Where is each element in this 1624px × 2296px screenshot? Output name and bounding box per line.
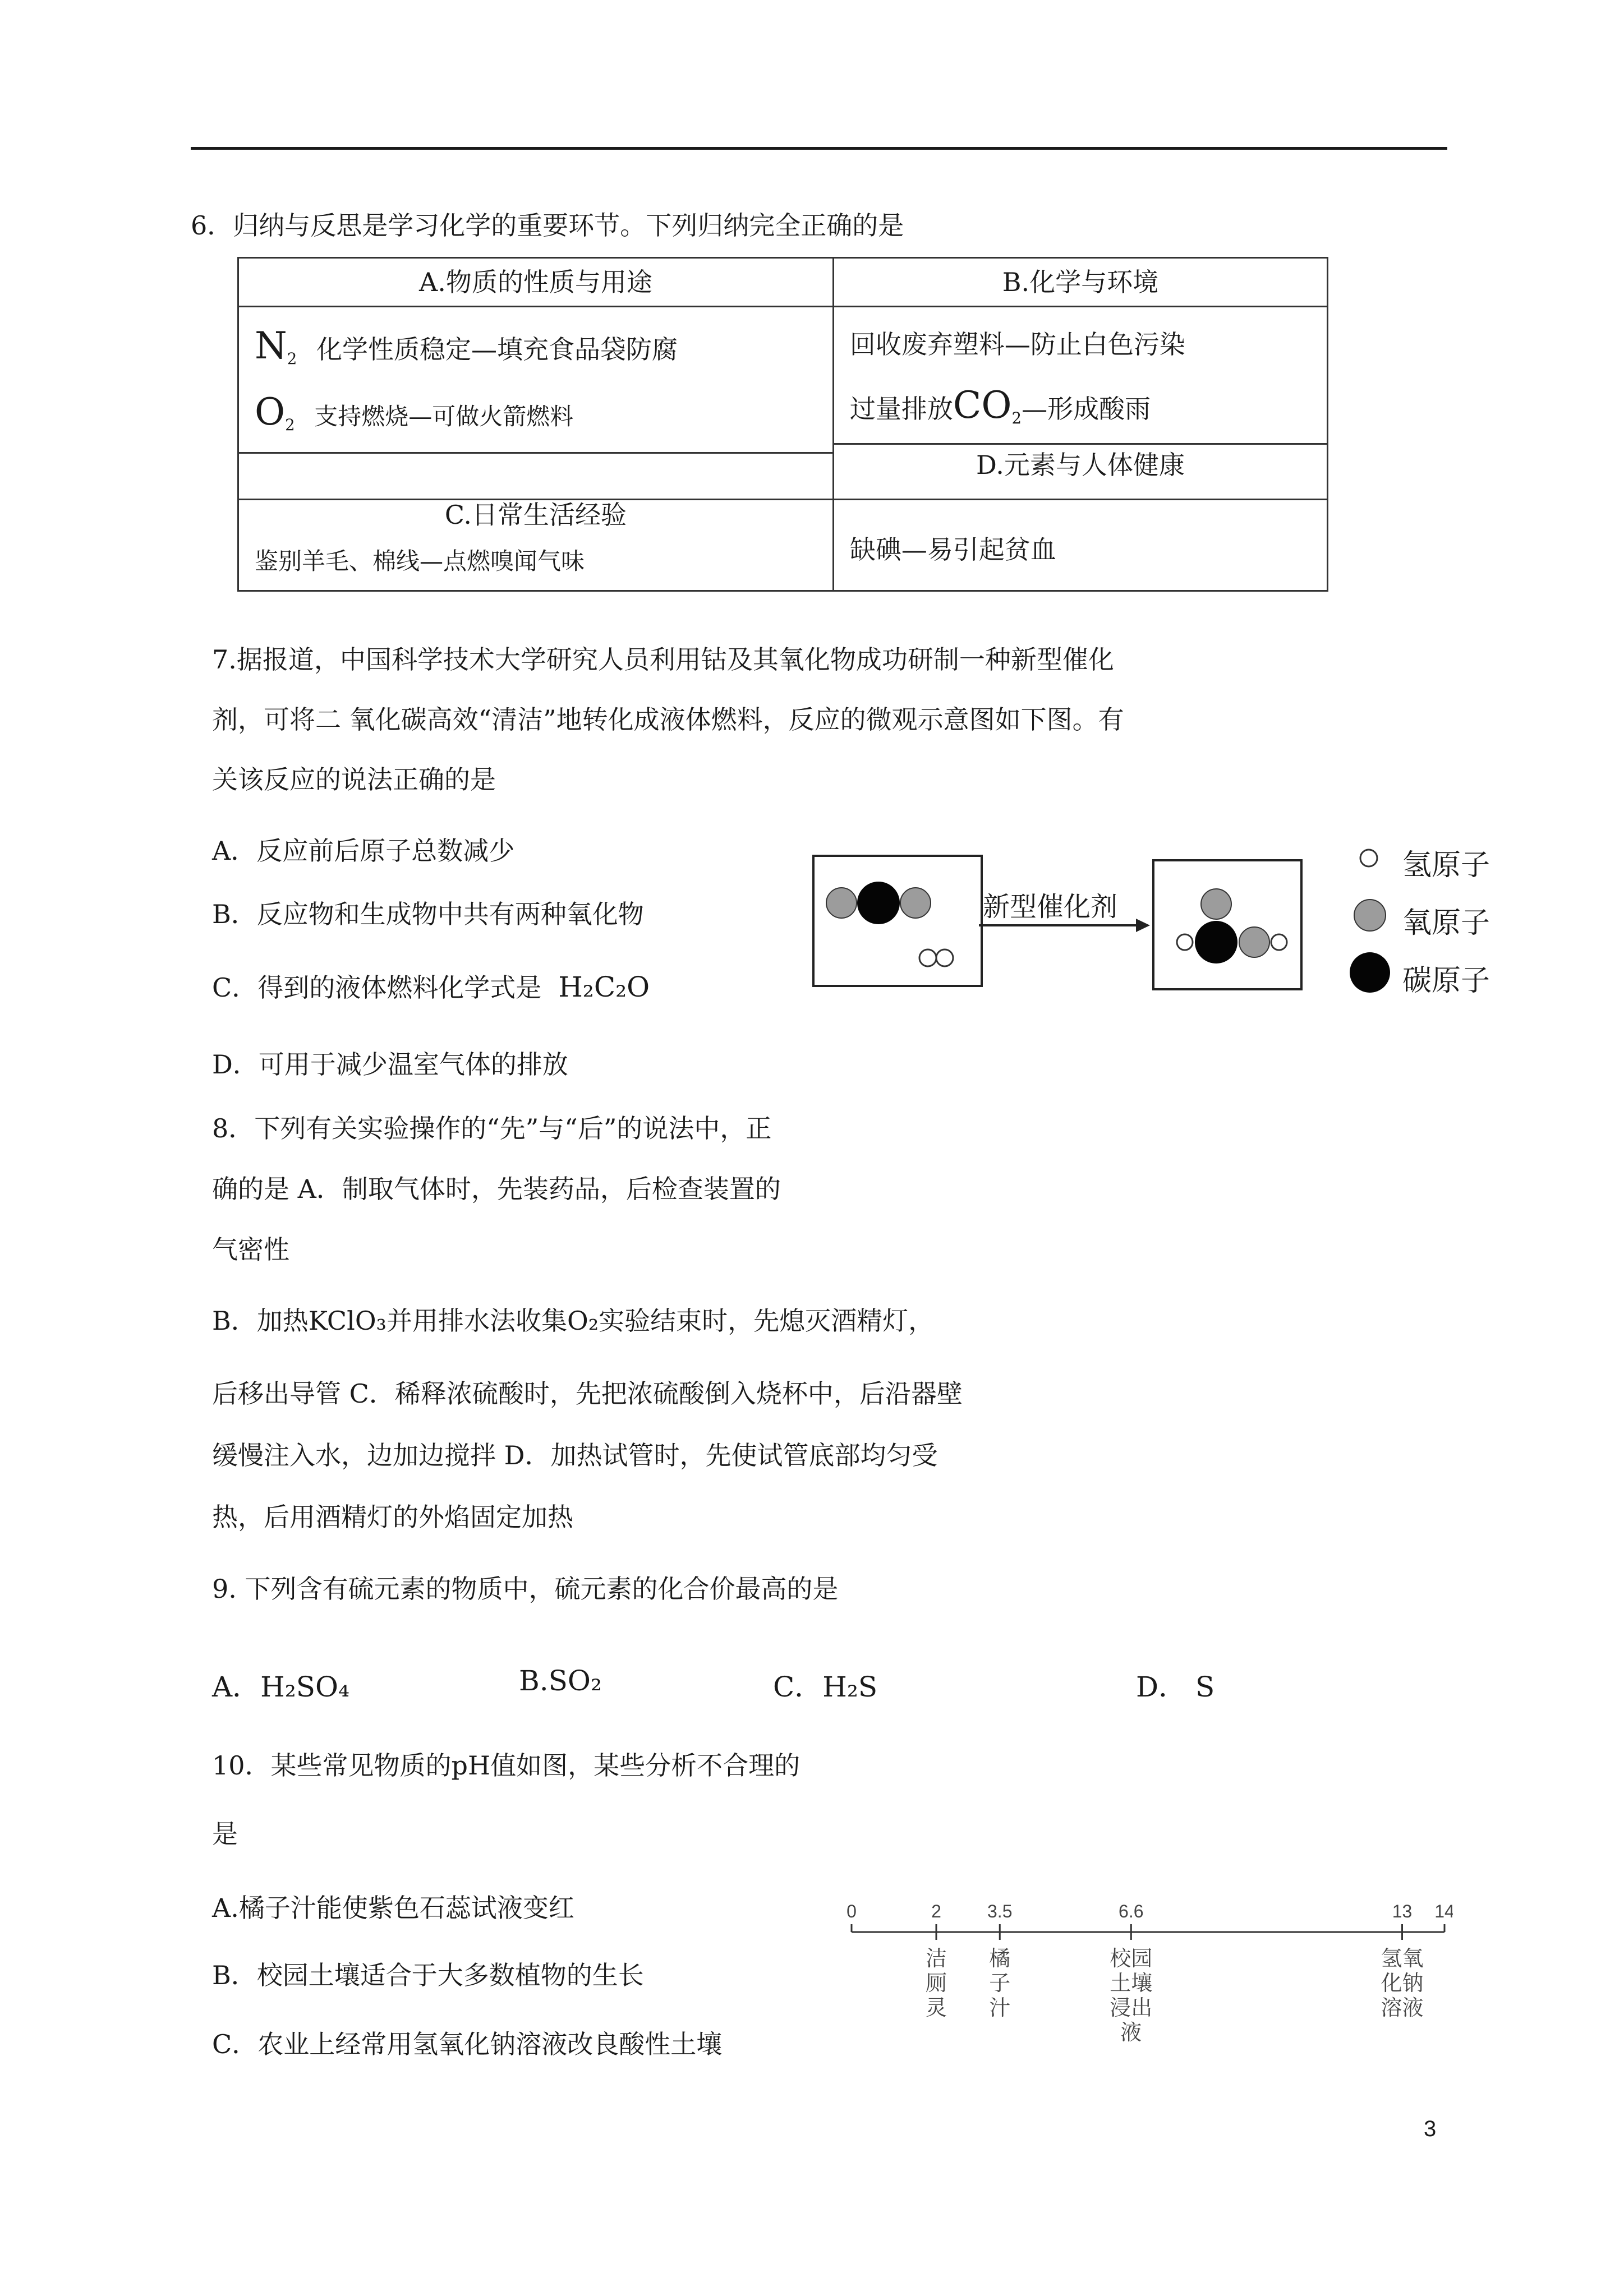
q7-option-c: C．得到的液体燃料化学式是 H₂C₂O: [212, 971, 650, 1003]
ph-substance-label: 土壤: [1110, 1971, 1153, 1995]
q8-line-3: 气密性: [212, 1234, 289, 1265]
reaction-arrow-icon: [979, 914, 1153, 937]
q8-line-5: 后移出导管 C．稀释浓硫酸时，先把浓硫酸倒入烧杯中，后沿器壁: [212, 1378, 963, 1409]
reactant-box: [812, 855, 983, 987]
ph-tick-label: 6.6: [1119, 1901, 1144, 1921]
hydrogen-atom: [1271, 934, 1287, 950]
q9-option-c: C．H₂S: [773, 1671, 878, 1703]
q10-option-a: A.橘子汁能使紫色石蕊试液变红: [212, 1893, 574, 1923]
q7-option-d: D．可用于减少温室气体的排放: [212, 1049, 568, 1080]
q6-stem: 6．归纳与反思是学习化学的重要环节。下列归纳完全正确的是: [191, 210, 904, 241]
ph-tick-label: 0: [846, 1901, 857, 1921]
q8-line-7: 热，后用酒精灯的外焰固定加热: [212, 1502, 573, 1532]
hydrogen-atom: [936, 949, 953, 966]
ph-substance-label: 化钠: [1381, 1971, 1424, 1995]
legend-icons: [1346, 836, 1397, 1004]
q8-line-4: B．加热KClO₃并用排水法收集O₂实验结束时，先熄灭酒精灯，: [212, 1306, 935, 1336]
ph-substance-label: 橘: [989, 1946, 1011, 1971]
q10-stem-2: 是: [212, 1819, 238, 1849]
product-box: [1152, 859, 1303, 990]
q6-cell-d-body: 缺碘—易引起贫血: [833, 500, 1327, 591]
q9-stem: 9. 下列含有硫元素的物质中，硫元素的化合价最高的是: [212, 1574, 839, 1604]
q7-option-a: A．反应前后原子总数减少: [212, 836, 515, 866]
ph-substance-label: 汁: [989, 1995, 1011, 2020]
q9-option-d: D． S: [1136, 1671, 1215, 1703]
ph-tick-label: 2: [931, 1901, 941, 1921]
ph-tick-label: 3.5: [987, 1901, 1013, 1921]
oxygen-atom: [1201, 889, 1231, 919]
ph-substance-label: 灵: [925, 1995, 947, 2020]
ph-substance-label: 子: [989, 1971, 1011, 1995]
q10-stem: 10．某些常见物质的pH值如图，某些分析不合理的: [212, 1750, 801, 1781]
q6-table: [237, 257, 1328, 592]
oxygen-atom: [1239, 927, 1269, 957]
carbon-atom: [1195, 921, 1237, 963]
ph-tick-label: 13: [1392, 1901, 1413, 1921]
q8-line-2: 确的是 A．制取气体时，先装药品，后检查装置的: [212, 1174, 781, 1204]
oxygen-atom: [900, 888, 931, 918]
q6-cell-b-body: 回收废弃塑料—防止白色污染 过量排放$CO_2—$形成酸雨 D.元素与人体健康: [833, 307, 1327, 500]
hydrogen-legend-icon: [1360, 850, 1377, 866]
oxygen-legend-icon: [1354, 900, 1386, 931]
ph-substance-label: 浸出: [1110, 1995, 1153, 2020]
hydrogen-atom: [919, 949, 936, 966]
q7-option-b: B．反应物和生成物中共有两种氧化物: [212, 899, 644, 929]
q6-cell-b-head: B.化学与环境: [833, 258, 1327, 307]
hydrogen-atom: [1177, 934, 1193, 950]
q9-option-a: A．H₂SO₄: [212, 1671, 350, 1703]
ph-substance-label: 氢氧: [1381, 1946, 1424, 1971]
q7-line-3: 关该反应的说法正确的是: [212, 764, 496, 795]
q6-cell-c-body: C.日常生活经验 鉴别羊毛、棉线—点燃嗅闻气味: [238, 500, 834, 591]
legend-carbon: 碳原子: [1402, 964, 1490, 998]
legend-hydrogen: 氢原子: [1402, 849, 1490, 882]
ph-substance-label: 厕: [925, 1971, 947, 1995]
header-rule: [191, 147, 1447, 150]
ph-tick-label: 14: [1434, 1901, 1453, 1921]
ph-substance-label: 洁: [925, 1946, 947, 1971]
q8-line-1: 8．下列有关实验操作的“先”与“后”的说法中，正: [212, 1113, 772, 1144]
ph-substance-label: 液: [1120, 2020, 1142, 2045]
ph-substance-label: 溶液: [1381, 1995, 1424, 2020]
q6-cell-a-body: $N_2$ 化学性质稳定—填充食品袋防腐 $O_2$ 支持燃烧—可做火箭燃料: [238, 307, 834, 453]
q10-option-b: B．校园土壤适合于大多数植物的生长: [212, 1960, 644, 1990]
reaction-arrow-label: 新型催化剂: [983, 891, 1118, 923]
q7-line-1: 7.据报道，中国科学技术大学研究人员利用钴及其氧化物成功研制一种新型催化: [212, 644, 1114, 675]
oxygen-atom: [826, 888, 857, 918]
page-number: 3: [1424, 2117, 1437, 2141]
ph-substance-label: 校园: [1110, 1946, 1153, 1971]
ph-scale-svg: [836, 1898, 1453, 2067]
carbon-atom: [857, 882, 900, 924]
carbon-legend-icon: [1350, 952, 1390, 993]
q7-line-2: 剂，可将二 氧化碳高效“清洁”地转化成液体燃料，反应的微观示意图如下图。有: [212, 704, 1124, 735]
legend-oxygen: 氧原子: [1402, 906, 1490, 940]
q6-cell-c-spacer: [238, 453, 834, 500]
ph-scale: [836, 1898, 1453, 2067]
q6-cell-a-head: A.物质的性质与用途: [238, 258, 834, 307]
q10-option-c: C．农业上经常用氢氧化钠溶液改良酸性土壤: [212, 2029, 723, 2059]
q8-line-6: 缓慢注入水，边加边搅拌 D．加热试管时，先使试管底部均匀受: [212, 1440, 938, 1470]
q9-option-b: B.SO₂: [519, 1665, 602, 1697]
